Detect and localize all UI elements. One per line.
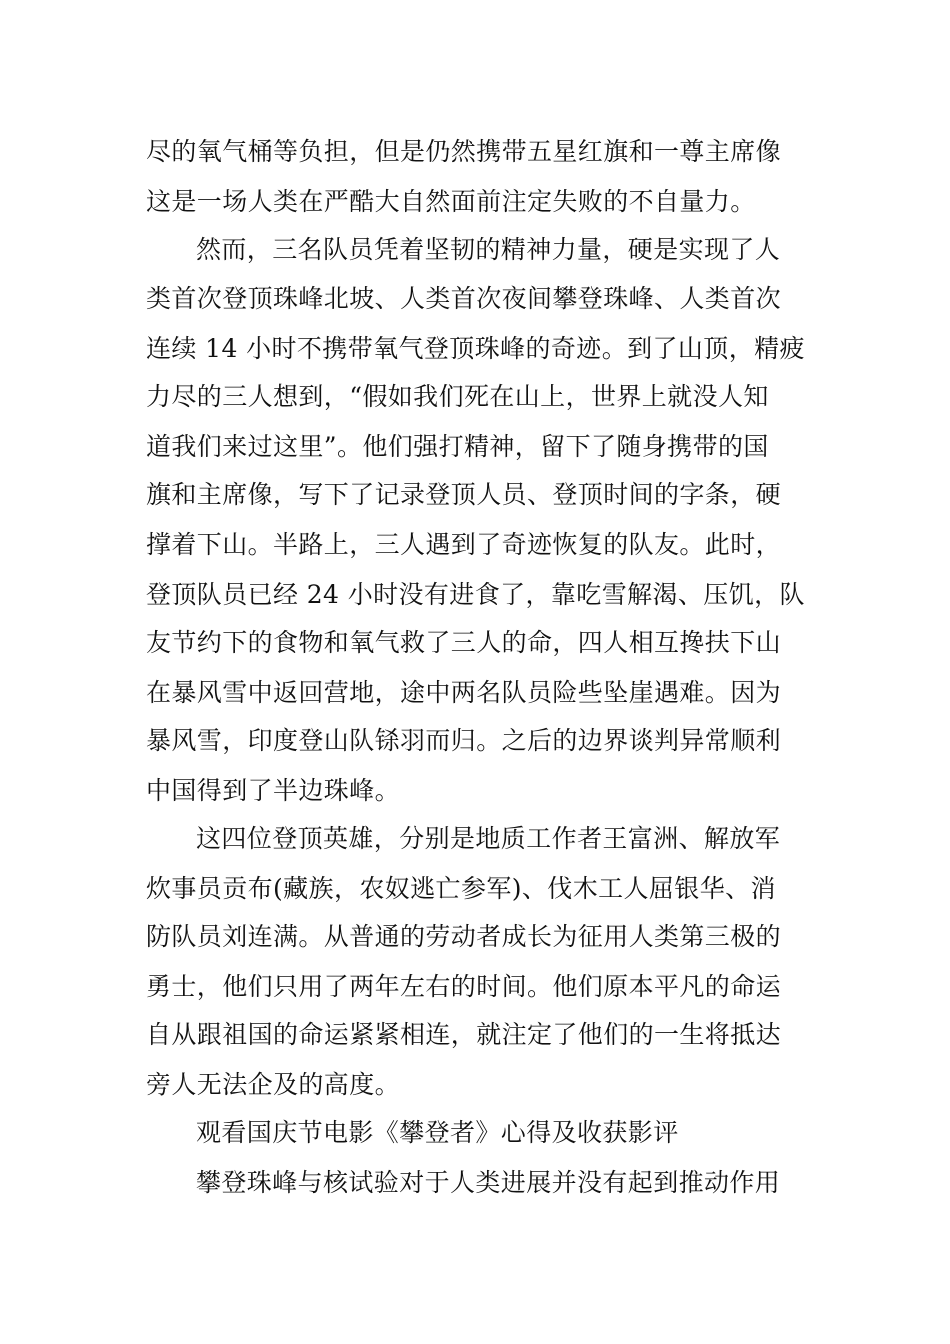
text-line: 尽的氧气桶等负担，但是仍然携带五星红旗和一尊主席像 [146,137,782,166]
text-line: 道我们来过这里”。他们强打精神，留下了随身携带的国 [146,432,769,461]
text-line: 撑着下山。半路上，三人遇到了奇迹恢复的队友。此时， [146,530,782,559]
text-line: 连续 14 小时不携带氧气登顶珠峰的奇迹。到了山顶，精疲 [146,334,805,363]
text-line: 旗和主席像，写下了记录登顶人员、登顶时间的字条，硬 [146,480,782,509]
paragraph-start: 这四位登顶英雄，分别是地质工作者王富洲、解放军 [196,824,781,853]
paragraph-start: 攀登珠峰与核试验对于人类进展并没有起到推动作用 [196,1168,781,1197]
paragraph-start: 然而，三名队员凭着坚韧的精神力量，硬是实现了人 [196,235,781,264]
text-line: 炊事员贡布(藏族，农奴逃亡参军)、伐木工人屈银华、消 [146,874,776,903]
text-line: 自从跟祖国的命运紧紧相连，就注定了他们的一生将抵达 [146,1020,782,1049]
text-line: 防队员刘连满。从普通的劳动者成长为征用人类第三极的 [146,922,782,951]
section-heading: 观看国庆节电影《攀登者》心得及收获影评 [196,1118,679,1147]
text-line: 中国得到了半边珠峰。 [146,776,401,805]
text-line: 力尽的三人想到，“假如我们死在山上，世界上就没人知 [146,382,769,411]
text-line: 在暴风雪中返回营地，途中两名队员险些坠崖遇难。因为 [146,678,782,707]
text-line: 旁人无法企及的高度。 [146,1070,401,1099]
text-line: 勇士，他们只用了两年左右的时间。他们原本平凡的命运 [146,972,782,1001]
text-line: 这是一场人类在严酷大自然面前注定失败的不自量力。 [146,187,756,216]
text-line: 友节约下的食物和氧气救了三人的命，四人相互搀扶下山 [146,628,782,657]
text-line: 类首次登顶珠峰北坡、人类首次夜间攀登珠峰、人类首次 [146,284,782,313]
text-line: 暴风雪，印度登山队铩羽而归。之后的边界谈判异常顺利 [146,726,782,755]
text-line: 登顶队员已经 24 小时没有进食了，靠吃雪解渴、压饥，队 [146,580,805,609]
